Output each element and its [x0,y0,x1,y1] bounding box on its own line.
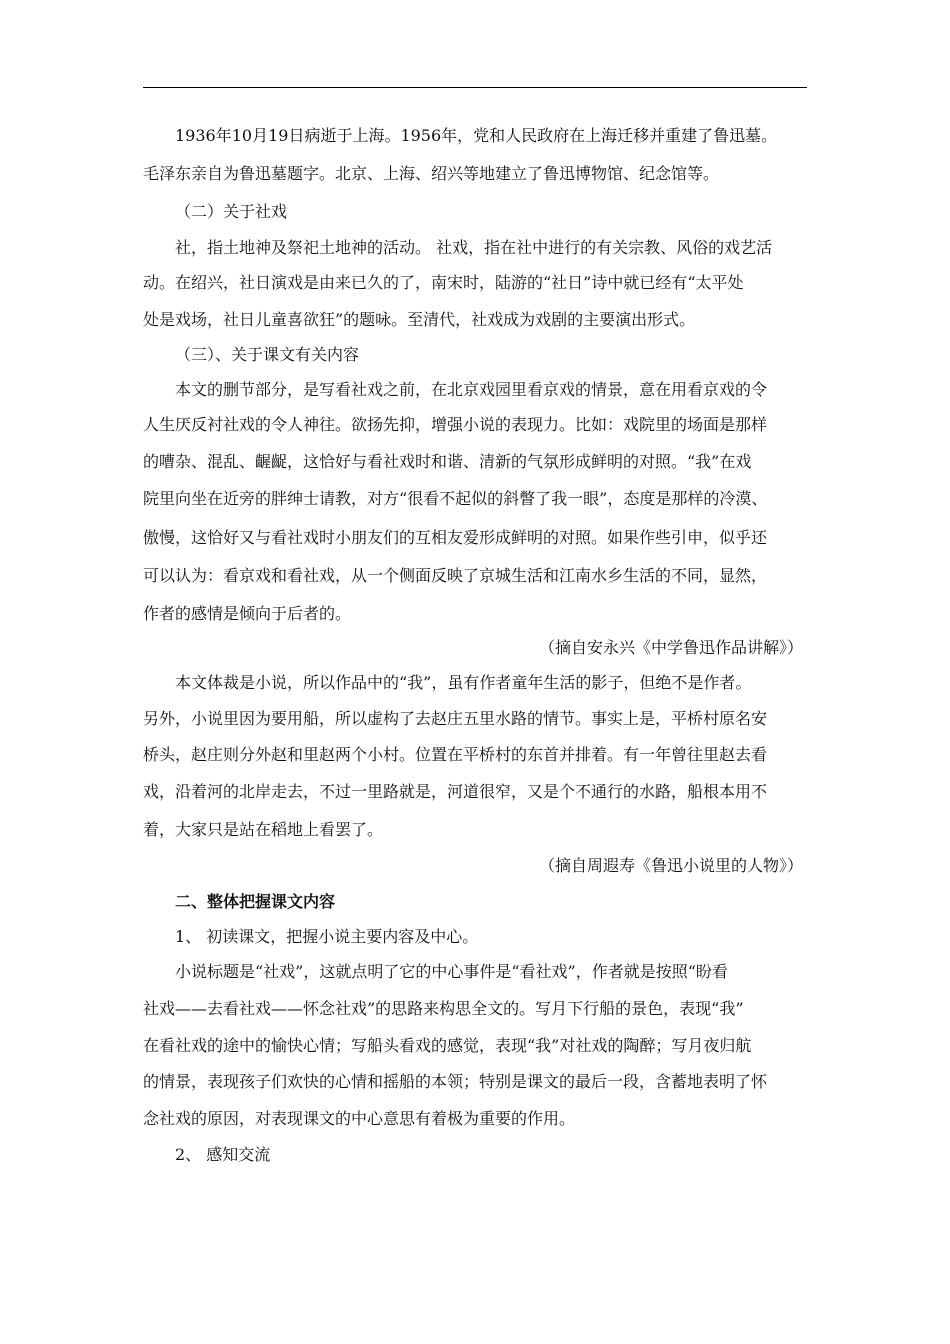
chapter-heading: 二、整体把握课文内容 [175,892,336,911]
paragraph-line: 另外，小说里因为要用船，所以虚构了去赵庄五里水路的情节。事实上是，平桥村原名安 [143,709,768,728]
paragraph-line: 社戏——去看社戏——怀念社戏”的思路来构思全文的。写月下行船的景色，表现“我” [143,999,744,1018]
citation: （摘自安永兴《中学鲁迅作品讲解》） [538,638,803,657]
paragraph-line: 着，大家只是站在稻地上看罢了。 [143,820,384,839]
section-heading: （三）、关于课文有关内容 [175,345,360,364]
paragraph-line: 的嘈杂、混乱、齷齪，这恰好与看社戏时和谐、清新的气氛形成鲜明的对照。“我”在戏 [143,452,752,471]
paragraph-line: 念社戏的原因，对表现课文的中心意思有着极为重要的作用。 [143,1109,576,1128]
paragraph-line: 桥头，赵庄则分外赵和里赵两个小村。位置在平桥村的东首并排着。有一年曾往里赵去看 [143,745,768,764]
paragraph-line: 人生厌反衬社戏的令人神往。欲扬先抑，增强小说的表现力。比如：戏院里的场面是那样 [143,415,768,434]
paragraph-line: 动。在绍兴，社日演戏是由来已久的了，南宋时，陆游的“社日”诗中就已经有“太平处 [143,273,744,292]
paragraph-line: 的情景，表现孩子们欢快的心情和摇船的本领；特别是课文的最后一段，含蓄地表明了怀 [143,1072,768,1091]
paragraph-line: 1936年10月19日病逝于上海。1956年，党和人民政府在上海迁移并重建了鲁迅墓。 [175,126,778,145]
paragraph-line: 作者的感情是倾向于后者的。 [143,604,352,623]
section-heading: （二）关于社戏 [175,202,288,221]
paragraph-line: 傲慢，这恰好又与看社戏时小朋友们的互相友爱形成鲜明的对照。如果作些引申，似乎还 [143,528,768,547]
paragraph-line: 毛泽东亲自为鲁迅墓题字。北京、上海、绍兴等地建立了鲁迅博物馆、纪念馆等。 [143,164,720,183]
paragraph-line: 处是戏场，社日儿童喜欲狂”的题咏。至清代，社戏成为戏剧的主要演出形式。 [143,310,696,329]
paragraph-line: 小说标题是“社戏”，这就点明了它的中心事件是“看社戏”，作者就是按照“盼看 [175,962,728,981]
paragraph-line: 本文的删节部分，是写看社戏之前，在北京戏园里看京戏的情景，意在用看京戏的令 [175,380,768,399]
citation: （摘自周遐寿《鲁迅小说里的人物》） [538,856,803,875]
paragraph-line: 戏，沿着河的北岸走去，不过一里路就是，河道很窄，又是个不通行的水路，船根本用不 [143,782,768,801]
paragraph-line: 可以认为：看京戏和看社戏，从一个侧面反映了京城生活和江南水乡生活的不同，显然， [143,566,768,585]
paragraph-line: 院里向坐在近旁的胖绅士请教，对方“很看不起似的斜瞥了我一眼”，态度是那样的冷漠、 [143,489,768,508]
header-rule [143,87,807,88]
list-item: 2、 感知交流 [175,1145,271,1164]
paragraph-line: 在看社戏的途中的愉快心情；写船头看戏的感觉，表现“我”对社戏的陶醉；写月夜归航 [143,1036,752,1055]
paragraph-line: 本文体裁是小说，所以作品中的“我”，虽有作者童年生活的影子，但绝不是作者。 [175,673,752,692]
paragraph-line: 社，指土地神及祭祀土地神的活动。 社戏，指在社中进行的有关宗教、风俗的戏艺活 [175,238,773,257]
list-item: 1、 初读课文，把握小说主要内容及中心。 [175,927,479,946]
